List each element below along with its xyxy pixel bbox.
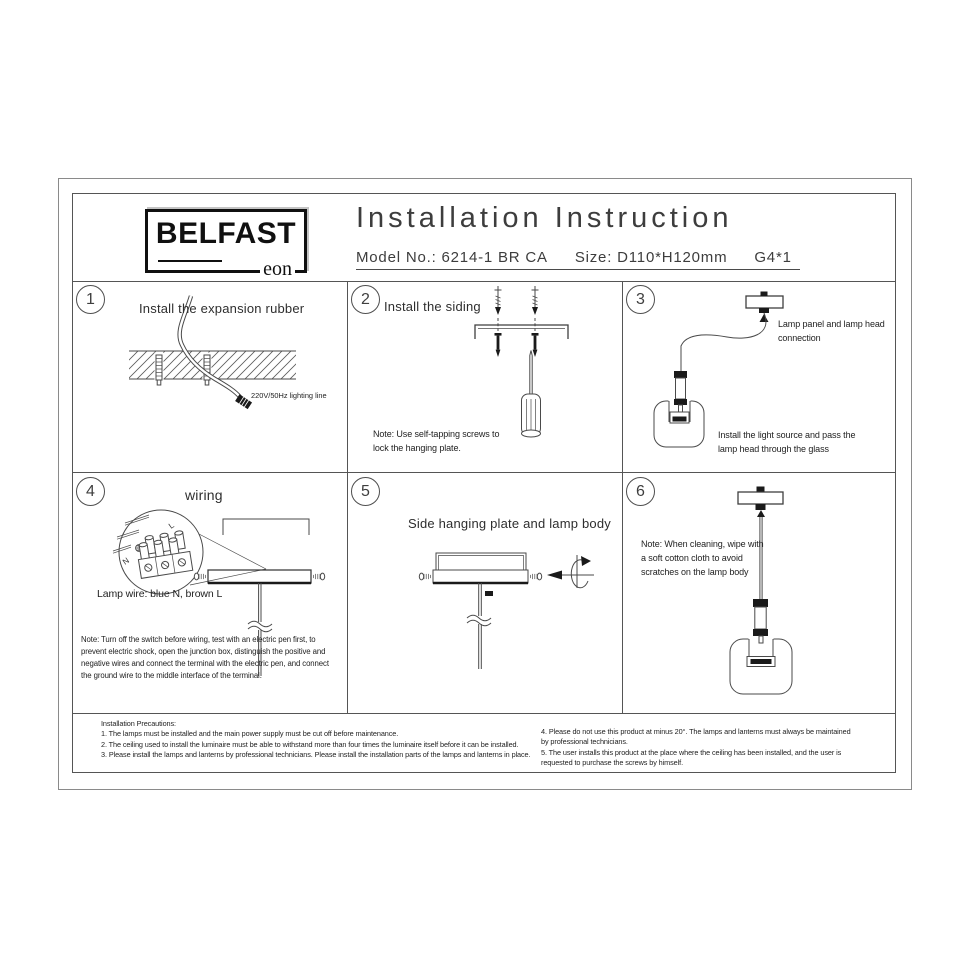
rotate-arrow [547, 555, 594, 588]
step-number-badge: 6 [626, 477, 655, 506]
power-line-label: 220V/50Hz lighting line [251, 391, 327, 400]
precautions-left [101, 719, 530, 761]
sheet-border [58, 178, 912, 790]
model-line [356, 249, 800, 270]
step-number-badge: 3 [626, 285, 655, 314]
precautions-heading: Installation Precautions: [101, 719, 176, 728]
terminal-l-label: L [166, 520, 176, 531]
ceiling-hatch [129, 351, 296, 379]
step-6-note: Note: When cleaning, wipe with a soft cotton cloth to avoid scratches on the lamp body [641, 539, 764, 577]
expansion-anchor [155, 353, 164, 386]
step-1-title: Install the expansion rubber [139, 301, 305, 316]
precautions-right-lines: 4. Please do not use this product at minus 20°. The lamps and lanterns must always be maintained by professional technicians. 5. The user installs this product at the place where the ceiling has been installed, and the user is requested to purchase the screws by himself. [541, 727, 851, 768]
step-number-badge: 1 [76, 285, 105, 314]
screwdriver [522, 351, 541, 438]
lamp-head [674, 371, 687, 412]
side-screw [313, 573, 324, 580]
wire-clamp [485, 591, 493, 596]
model-value: 6214-1 BR CA [441, 249, 548, 266]
suspension-wire [681, 313, 766, 371]
logo-rule [158, 260, 222, 262]
step-4-note: Note: Turn off the switch before wiring, test with an electric pen first, to prevent electric shock, open the junction box, distinguish the positive and negative wires and connect the terminal with the electric pen, and connect the ground wire to the middle interface of the terminal. [81, 635, 329, 680]
panel-step-4 [73, 472, 347, 714]
lamp-head [753, 599, 768, 643]
panel-step-2 [347, 281, 623, 472]
precautions-left-lines: 1. The lamps must be installed and the main power supply must be cut off before maintenance. 2. The ceiling used to install the luminaire must be able to withstand more than four times the luminaire itself before it can be installed. 3. Please install the lamps and lanterns by professional technicians. Please install the installation parts of the lamps and lanterns in place. [101, 729, 531, 760]
panel-step-3 [622, 281, 896, 472]
glass-shade [730, 638, 792, 695]
brand-logo [145, 209, 307, 280]
connection-label: Lamp panel and lamp head connection [778, 319, 885, 343]
size-value: D110*H120mm [617, 249, 728, 266]
model-label: Model No.: [356, 249, 437, 266]
hanging-plate-diagram [348, 473, 623, 714]
panel-step-1 [73, 281, 347, 472]
side-screw [419, 573, 430, 580]
step-4-title: wiring [185, 487, 223, 503]
doc-title: Installation Instruction [356, 202, 733, 234]
header [73, 194, 895, 282]
terminal-n-label: N [120, 555, 131, 567]
finished-lamp-diagram [623, 473, 896, 714]
lamp-body-plate [433, 570, 528, 583]
bulb-spec: G4*1 [754, 249, 792, 266]
lamp-wire-label: Lamp wire: blue N, brown L [97, 588, 223, 600]
panel-step-6 [622, 472, 896, 714]
self-tapping-screw [532, 286, 539, 331]
terminal-block [135, 530, 193, 579]
screw [532, 333, 539, 357]
precautions-footer [73, 713, 895, 773]
ceiling-plate [738, 487, 783, 518]
side-screw [530, 573, 541, 580]
step-number-badge: 4 [76, 477, 105, 506]
precautions-right [541, 727, 851, 769]
hanging-plate [475, 325, 568, 339]
side-screw [194, 573, 205, 580]
panel-step-5 [347, 472, 623, 714]
step-5-title: Side hanging plate and lamp body [408, 516, 611, 531]
hanging-plate-bracket [223, 519, 309, 535]
step-number-badge: 5 [351, 477, 380, 506]
brand-subname: eon [260, 259, 295, 279]
size-label: Size: [574, 249, 613, 266]
step-2-title: Install the siding [384, 299, 481, 314]
step-2-note: Note: Use self-tapping screws to lock the hanging plate. [373, 429, 500, 453]
content-frame [72, 193, 896, 773]
brand-name: BELFAST [155, 217, 297, 250]
self-tapping-screw [495, 286, 502, 331]
install-light-source-label: Install the light source and pass the lamp head through the glass [718, 430, 856, 454]
hanging-plate-bracket [436, 553, 526, 570]
step-number-badge: 2 [351, 285, 380, 314]
screw [495, 333, 502, 357]
lamp-body-plate [208, 570, 311, 583]
